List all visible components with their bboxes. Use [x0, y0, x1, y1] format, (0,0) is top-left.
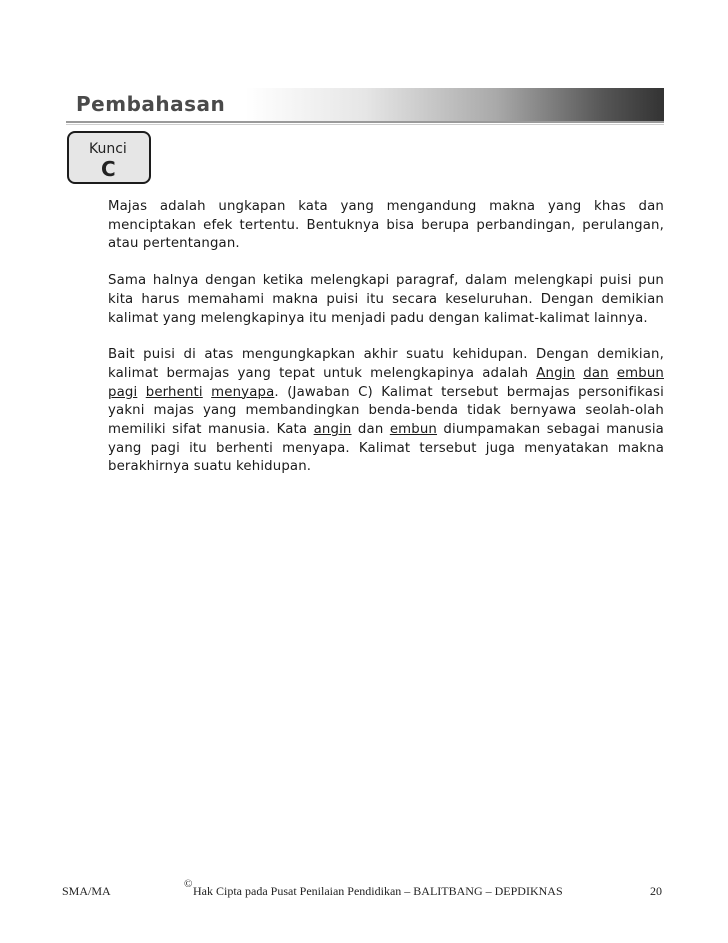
text-run: dan — [351, 422, 390, 438]
underlined-word: pagi — [108, 384, 138, 400]
underlined-word: embun — [389, 422, 438, 438]
header-rule — [66, 121, 664, 123]
underlined-word: berhenti — [145, 384, 203, 400]
header-rule-thin — [66, 124, 664, 125]
paragraph-2: Sama halnya dengan ketika melengkapi paragraf, dalam melengkapi puisi pun kita harus memahami makna puisi itu secara keseluruhan. Dengan demikian kalimat yang melengkapinya itu menjadi padu dengan kalimat-kalimat lainnya. — [108, 273, 664, 326]
underlined-word: dan — [583, 365, 609, 381]
copyright-symbol: © — [184, 878, 193, 890]
page-number: 20 — [650, 884, 662, 898]
discussion-content — [108, 198, 664, 495]
answer-key-box — [67, 131, 151, 184]
footer-level: SMA/MA — [62, 884, 111, 898]
underlined-word: angin — [313, 422, 352, 438]
underlined-word: menyapa — [211, 384, 275, 400]
answer-key-value: C — [101, 157, 116, 181]
section-title: Pembahasan — [76, 92, 226, 116]
underlined-word: Angin — [536, 365, 576, 381]
paragraph-3 — [108, 346, 664, 477]
text-run: . (Jawaban C) Kalimat tersebut bermajas personifikasi yakni majas yang membandingkan benda-benda tidak bernyawa seolah-olah memiliki sifat manusia. Kata — [108, 384, 664, 438]
text-run: Bait puisi di atas mengungkapkan akhir suatu kehidupan. Dengan demikian, kalimat bermajas yang tepat untuk melengkapinya adalah — [108, 347, 664, 381]
text-run: diumpamakan sebagai manusia yang pagi itu berhenti menyapa. Kalimat tersebut juga menyatakan makna berakhirnya suatu kehidupan. — [108, 422, 664, 475]
answer-key-label: Kunci — [89, 141, 127, 157]
underlined-word: embun — [616, 365, 664, 381]
paragraph-1: Majas adalah ungkapan kata yang mengandung makna yang khas dan menciptakan efek tertentu. Bentuknya bisa berupa perbandingan, perulangan, atau pertentangan. — [108, 199, 664, 252]
footer-copyright: Hak Cipta pada Pusat Penilaian Pendidikan – BALITBANG – DEPDIKNAS — [193, 884, 563, 898]
